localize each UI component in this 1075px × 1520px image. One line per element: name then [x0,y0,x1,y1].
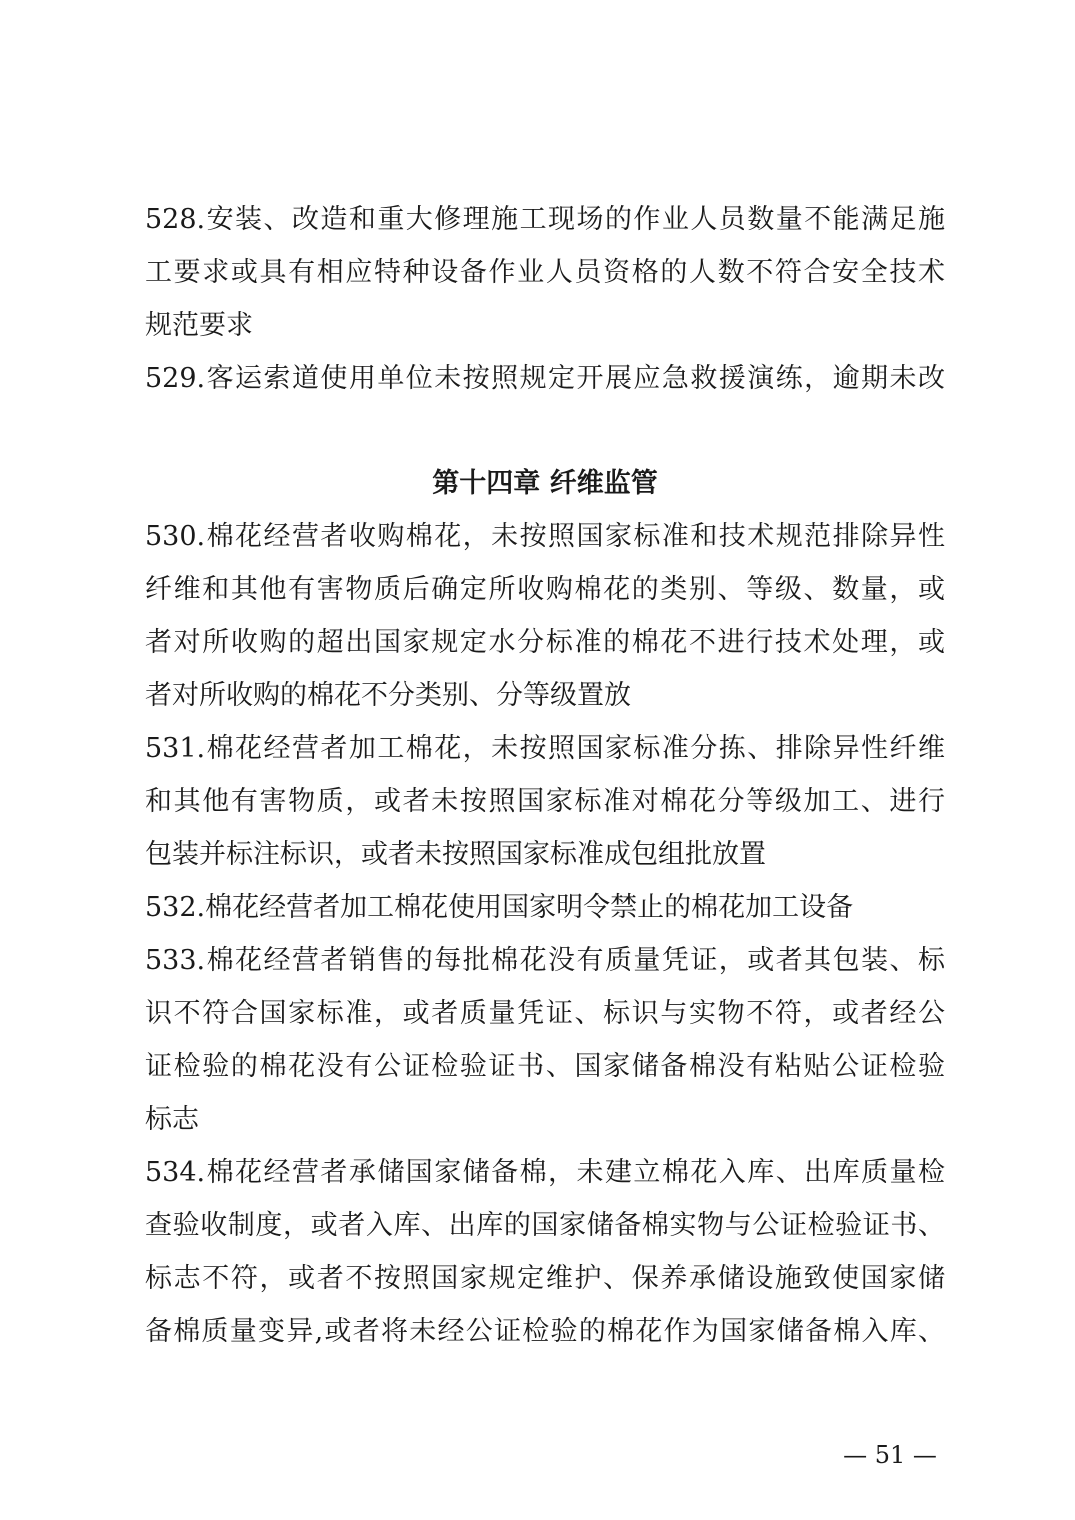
item-line: 包装并标注标识，或者未按照国家标准成包组批放置 [145,839,766,870]
item-line: 和其他有害物质，或者未按照国家标准对棉花分等级加工、进行 [145,786,945,817]
item-533 [145,934,945,1146]
item-line: 查验收制度，或者入库、出库的国家储备棉实物与公证检验证书、 [145,1210,945,1241]
item-line: 者对所收购的超出国家规定水分标准的棉花不进行技术处理，或 [145,627,945,658]
item-531 [145,722,945,881]
item-line: 532.棉花经营者加工棉花使用国家明令禁止的棉花加工设备 [145,892,854,923]
item-line: 规范要求 [145,310,253,341]
item-line: 者对所收购的棉花不分类别、分等级置放 [145,680,631,711]
item-line: 528.安装、改造和重大修理施工现场的作业人员数量不能满足施 [145,204,945,235]
item-line: 备棉质量变异,或者将未经公证检验的棉花作为国家储备棉入库、 [145,1316,945,1347]
page-number: — 51 — [843,1441,937,1469]
chapter-title: 第十四章 纤维监管 [432,468,658,499]
item-line: 534.棉花经营者承储国家储备棉，未建立棉花入库、出库质量检 [145,1157,945,1188]
item-line: 工要求或具有相应特种设备作业人员资格的人数不符合安全技术 [145,257,945,288]
item-534 [145,1146,945,1358]
section-gap [145,405,945,457]
page-body [145,193,945,1358]
item-line: 529.客运索道使用单位未按照规定开展应急救援演练，逾期未改 [145,363,945,394]
item-line: 标志不符，或者不按照国家规定维护、保养承储设施致使国家储 [145,1263,945,1294]
item-line: 530.棉花经营者收购棉花，未按照国家标准和技术规范排除异性 [145,521,945,552]
item-529 [145,352,945,405]
item-528 [145,193,945,352]
item-line: 证检验的棉花没有公证检验证书、国家储备棉没有粘贴公证检验 [145,1051,945,1082]
item-line: 531.棉花经营者加工棉花，未按照国家标准分拣、排除异性纤维 [145,733,945,764]
item-532 [145,881,945,934]
item-line: 识不符合国家标准，或者质量凭证、标识与实物不符，或者经公 [145,998,945,1029]
item-530 [145,510,945,722]
item-line: 标志 [145,1104,199,1135]
item-line: 纤维和其他有害物质后确定所收购棉花的类别、等级、数量，或 [145,574,945,605]
item-line: 533.棉花经营者销售的每批棉花没有质量凭证，或者其包装、标 [145,945,945,976]
